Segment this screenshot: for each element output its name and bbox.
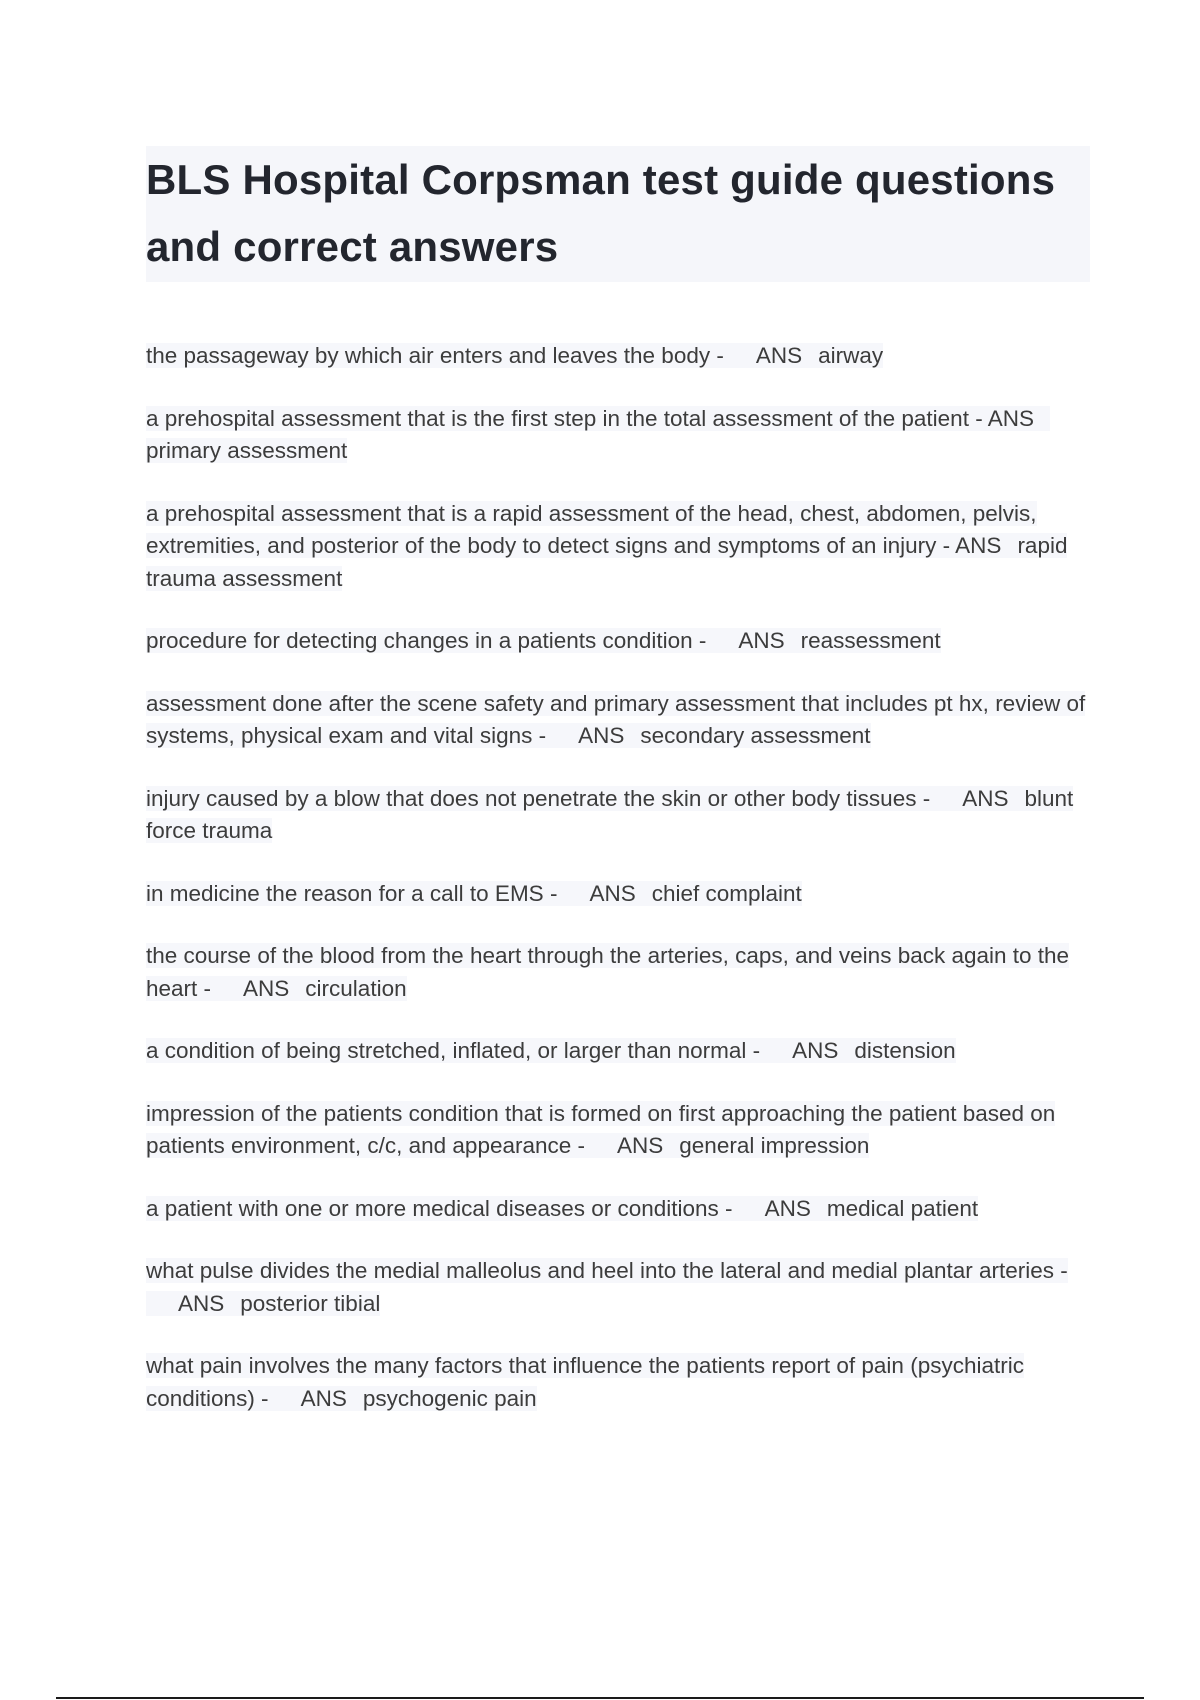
answer-marker: ANS [578,723,625,748]
question-text: what pain involves the many factors that influence the patients report of pain (psychiatric conditions) - [146,1353,1024,1411]
answer-marker: ANS [243,975,290,1001]
answer-marker: ANS [987,405,1034,431]
qa-item [146,625,1096,658]
qa-item [146,403,1096,468]
qa-item [146,340,1096,373]
answer-text: psychogenic pain [362,1385,537,1411]
answer-text: posterior tibial [240,1290,381,1316]
qa-item [146,498,1096,596]
answer-marker: ANS [178,1290,225,1316]
page-title: BLS Hospital Corpsman test guide questions and correct answers [146,156,1056,270]
question-text: impression of the patients condition that is formed on first approaching the patient based on patients environment, c/c, and appearance - [146,1100,1056,1158]
qa-item [146,688,1096,753]
question-text: a patient with one or more medical diseases or conditions - [146,1195,733,1221]
answer-text: primary assessment [146,438,348,463]
answer-text: medical patient [826,1195,979,1221]
question-text: the course of the blood from the heart through the arteries, caps, and veins back again to the heart - [146,943,1070,1001]
footer-rule [56,1697,1144,1699]
answer-marker: ANS [764,1195,811,1221]
qa-item [146,1098,1096,1163]
question-text: procedure for detecting changes in a patients condition - [146,628,707,653]
answer-text: circulation [305,975,407,1001]
answer-marker: ANS [300,1385,347,1411]
title-block [146,146,1090,282]
answer-text: rapid trauma assessment [146,533,1068,591]
answer-text: general impression [679,1133,870,1158]
question-text: injury caused by a blow that does not penetrate the skin or other body tissues - [146,785,931,811]
qa-list [146,340,1096,1445]
answer-text: chief complaint [651,880,802,906]
question-text: the passageway by which air enters and leaves the body - [146,343,724,368]
qa-item [146,1193,1096,1226]
question-text: in medicine the reason for a call to EMS - [146,880,558,906]
answer-text: distension [854,1038,956,1063]
question-text: what pulse divides the medial malleolus and heel into the lateral and medial plantar arteries - [146,1258,1068,1283]
question-text: assessment done after the scene safety and primary assessment that includes pt hx, review of systems, physical exam and vital signs - [146,690,1086,748]
qa-item [146,1255,1096,1320]
qa-item [146,878,1096,911]
qa-item [146,1350,1096,1415]
qa-item [146,783,1096,848]
answer-text: blunt force trauma [146,785,1074,843]
answer-text: reassessment [800,628,941,653]
question-text: a condition of being stretched, inflated, or larger than normal - [146,1038,761,1063]
answer-marker: ANS [955,533,1002,558]
answer-marker: ANS [962,785,1009,811]
qa-item [146,1035,1096,1068]
answer-marker: ANS [589,880,636,906]
answer-marker: ANS [792,1038,839,1063]
qa-item [146,940,1096,1005]
question-text: a prehospital assessment that is a rapid assessment of the head, chest, abdomen, pelvis, extremities, and posterior of the body to detect signs and symptoms of an injury - [146,500,1037,558]
answer-marker: ANS [738,628,785,653]
answer-marker: ANS [755,343,803,368]
answer-text: airway [818,343,884,368]
question-text: a prehospital assessment that is the first step in the total assessment of the patient - [146,405,983,431]
answer-marker: ANS [617,1133,664,1158]
answer-text: secondary assessment [640,723,871,748]
